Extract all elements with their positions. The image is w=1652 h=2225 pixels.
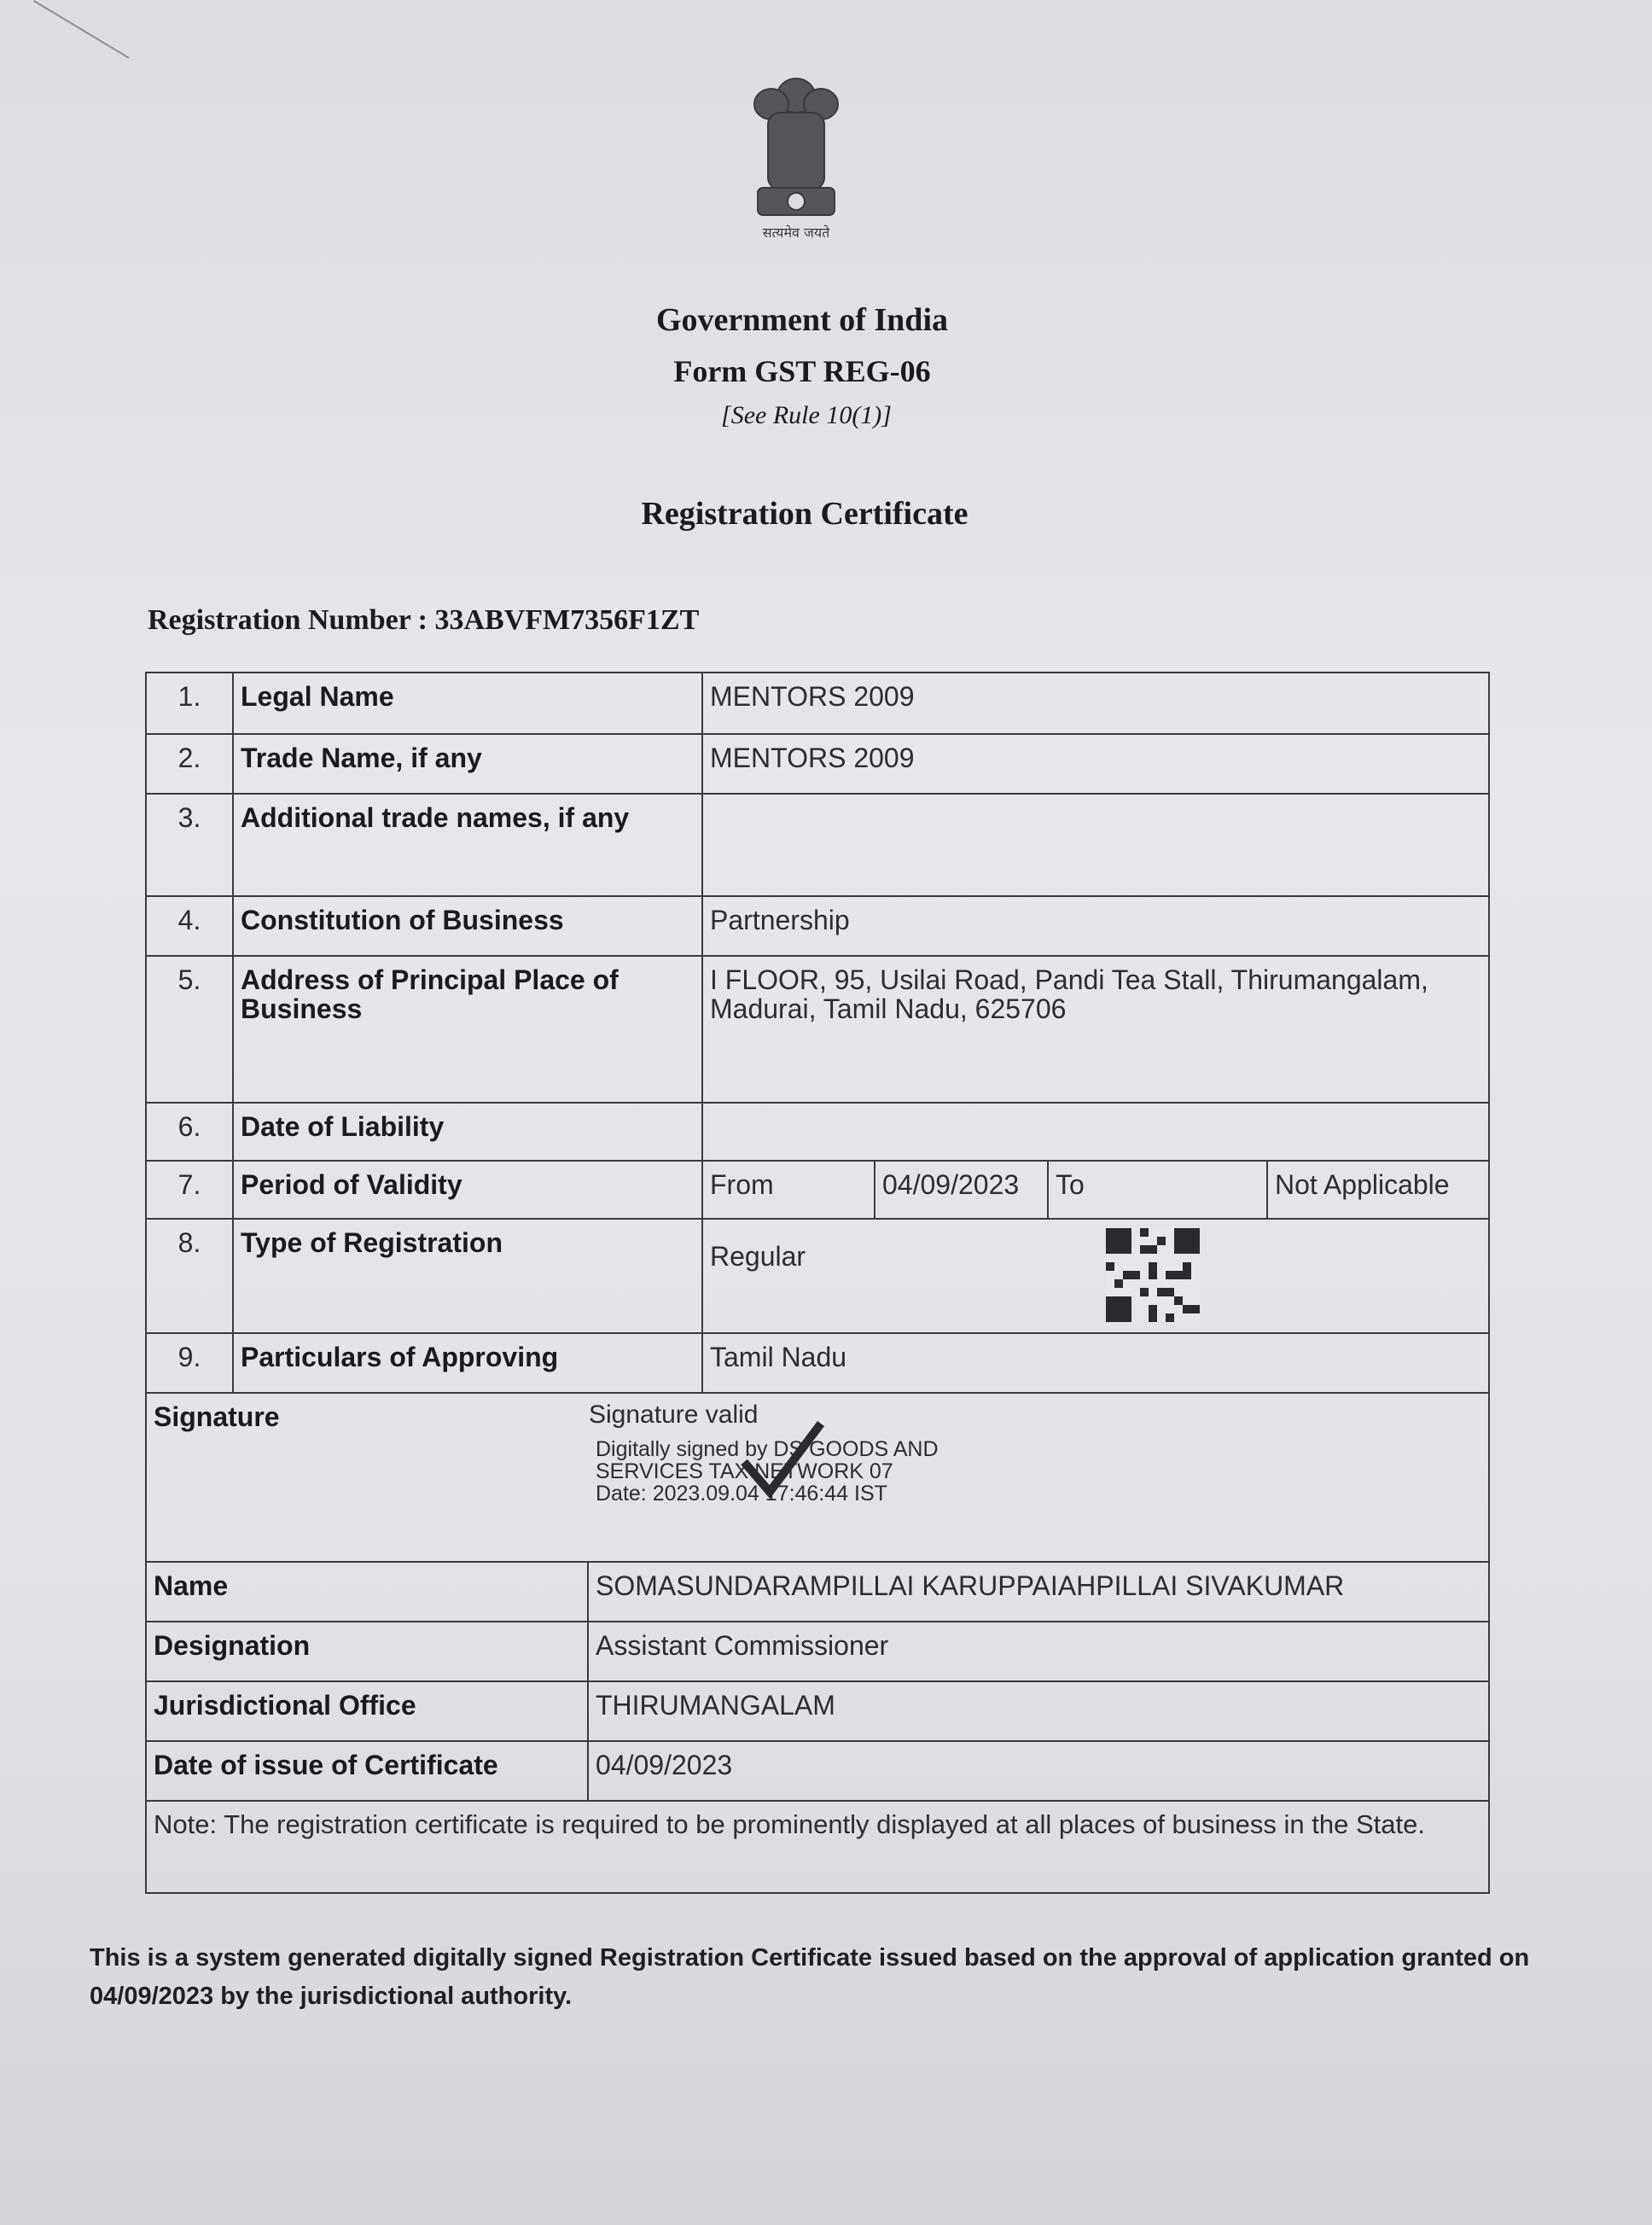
field-label: Address of Principal Place of Business xyxy=(234,957,703,1102)
row-number: 3. xyxy=(147,795,234,895)
signature-row xyxy=(145,1394,1490,1563)
field-label: Particulars of Approving xyxy=(234,1334,703,1392)
validity-from-label: From xyxy=(703,1162,875,1218)
registration-number: Registration Number : 33ABVFM7356F1ZT xyxy=(148,604,700,636)
row-number: 5. xyxy=(147,957,234,1102)
signature-status: Signature valid xyxy=(589,1401,759,1429)
table-row xyxy=(145,672,1490,735)
field-value xyxy=(703,795,1488,895)
field-label: Date of Liability xyxy=(234,1104,703,1160)
display-note: Note: The registration certificate is required to be prominently displayed at all places of business in the State. xyxy=(154,1809,1425,1839)
form-number: Form GST REG-06 xyxy=(673,354,931,388)
field-label: Jurisdictional Office xyxy=(147,1682,589,1740)
signature-valid-checkmark-icon xyxy=(736,1411,829,1505)
note-row xyxy=(145,1802,1490,1894)
row-number: 4. xyxy=(147,897,234,955)
row-number: 8. xyxy=(147,1220,234,1332)
row-number: 6. xyxy=(147,1104,234,1160)
table-row xyxy=(145,957,1490,1104)
table-row xyxy=(145,735,1490,795)
signature-line-2: SERVICES TAX NETWORK 07 xyxy=(596,1459,893,1483)
field-label: Additional trade names, if any xyxy=(234,795,703,895)
system-generated-footer: This is a system generated digitally signed Registration Certificate issued based on the approval of application granted on 04/09/2023 by the jurisdictional authority. xyxy=(90,1944,1530,2010)
field-label: Designation xyxy=(147,1622,589,1680)
validity-to-label: To xyxy=(1049,1162,1268,1218)
rule-reference: [See Rule 10(1)] xyxy=(721,401,892,429)
government-heading: Government of India xyxy=(656,302,948,338)
row-number: 9. xyxy=(147,1334,234,1392)
field-value: I FLOOR, 95, Usilai Road, Pandi Tea Stall, Thirumangalam, Madurai, Tamil Nadu, 625706 xyxy=(710,964,1428,1024)
validity-to-value: Not Applicable xyxy=(1275,1169,1450,1200)
certificate-table xyxy=(145,672,1490,1894)
field-label: Period of Validity xyxy=(234,1162,703,1218)
signature-line-3: Date: 2023.09.04 17:46:44 IST xyxy=(596,1482,887,1506)
table-row xyxy=(145,1162,1490,1220)
field-label: Name xyxy=(147,1563,589,1621)
signature-label: Signature xyxy=(154,1401,280,1432)
emblem-motto: सत्यमेव जयते xyxy=(762,224,830,241)
state-emblem-icon xyxy=(742,70,850,241)
table-row xyxy=(145,1220,1490,1334)
signature-line-1: Digitally signed by DS GOODS AND xyxy=(596,1437,939,1461)
field-label: Constitution of Business xyxy=(234,897,703,955)
field-label: Type of Registration xyxy=(234,1220,703,1332)
row-number: 2. xyxy=(147,735,234,793)
field-value: SOMASUNDARAMPILLAI KARUPPAIAHPILLAI SIVAKUMAR xyxy=(596,1570,1345,1601)
table-row xyxy=(145,1742,1490,1802)
field-value: Partnership xyxy=(710,905,850,935)
field-label: Legal Name xyxy=(234,673,703,733)
paper-crease xyxy=(33,0,129,59)
field-value: Tamil Nadu xyxy=(710,1342,847,1372)
table-row xyxy=(145,1563,1490,1622)
qr-code-icon xyxy=(1106,1228,1200,1322)
field-value xyxy=(703,1220,1488,1332)
certificate-title: Registration Certificate xyxy=(641,496,969,532)
field-label: Date of issue of Certificate xyxy=(147,1742,589,1800)
field-value: Assistant Commissioner xyxy=(596,1630,889,1661)
field-value: MENTORS 2009 xyxy=(710,743,915,773)
table-row xyxy=(145,795,1490,897)
row-number: 1. xyxy=(147,673,234,733)
table-row xyxy=(145,897,1490,957)
field-label: Trade Name, if any xyxy=(234,735,703,793)
field-value xyxy=(703,1104,1488,1160)
validity-from-date: 04/09/2023 xyxy=(875,1162,1049,1218)
field-value: 04/09/2023 xyxy=(596,1750,733,1780)
table-row xyxy=(145,1622,1490,1682)
table-row xyxy=(145,1104,1490,1162)
row-number: 7. xyxy=(147,1162,234,1218)
field-value: THIRUMANGALAM xyxy=(596,1690,835,1721)
table-row xyxy=(145,1334,1490,1394)
table-row xyxy=(145,1682,1490,1742)
registration-type: Regular xyxy=(710,1241,806,1272)
field-value: MENTORS 2009 xyxy=(710,681,915,712)
